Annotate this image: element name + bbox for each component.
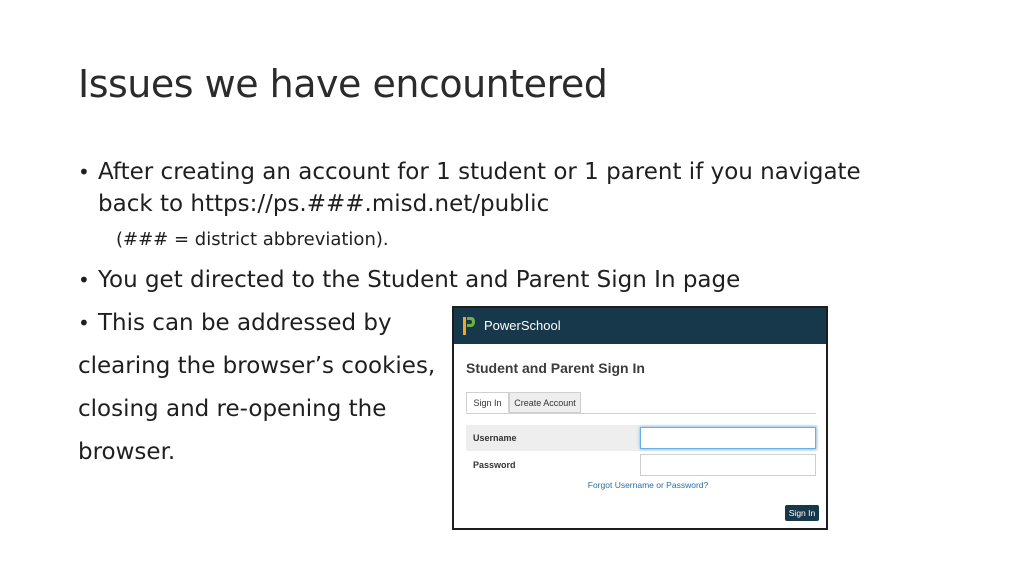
powerschool-screenshot bbox=[452, 306, 828, 530]
password-row bbox=[466, 452, 818, 478]
bullet-dot: • bbox=[78, 268, 90, 292]
slide-title: Issues we have encountered bbox=[78, 62, 608, 106]
tab-create-account[interactable]: Create Account bbox=[509, 392, 581, 413]
bullet-3-continuation-2: closing and re-opening the bbox=[78, 396, 387, 422]
signin-page-title: Student and Parent Sign In bbox=[466, 360, 645, 376]
username-label: Username bbox=[473, 433, 517, 443]
sign-in-button[interactable]: Sign In bbox=[785, 505, 819, 521]
bullet-3-line-1: This can be addressed by bbox=[98, 310, 392, 336]
bullet-1-line-1: After creating an account for 1 student or 1 parent if you navigate bbox=[98, 159, 861, 185]
username-row bbox=[466, 425, 818, 451]
bullet-2-line-1: You get directed to the Student and Parent Sign In page bbox=[98, 267, 741, 293]
forgot-credentials-link[interactable]: Forgot Username or Password? bbox=[587, 480, 709, 490]
powerschool-brand: PowerSchool bbox=[484, 318, 561, 333]
password-label: Password bbox=[473, 460, 516, 470]
password-input[interactable] bbox=[640, 454, 816, 476]
bullet-1-subtext: (### = district abbreviation). bbox=[116, 229, 389, 250]
powerschool-header bbox=[454, 308, 826, 344]
tab-divider bbox=[466, 413, 816, 414]
bullet-dot: • bbox=[78, 160, 90, 184]
username-input[interactable] bbox=[640, 427, 816, 449]
forgot-credentials-row bbox=[454, 480, 826, 490]
bullet-dot: • bbox=[78, 311, 90, 335]
powerschool-logo-icon bbox=[462, 316, 476, 336]
tab-sign-in[interactable]: Sign In bbox=[466, 392, 509, 413]
bullet-1-line-2: back to https://ps.###.misd.net/public bbox=[98, 191, 550, 217]
bullet-3-continuation-1: clearing the browser’s cookies, bbox=[78, 353, 436, 379]
bullet-3-continuation-3: browser. bbox=[78, 439, 176, 465]
